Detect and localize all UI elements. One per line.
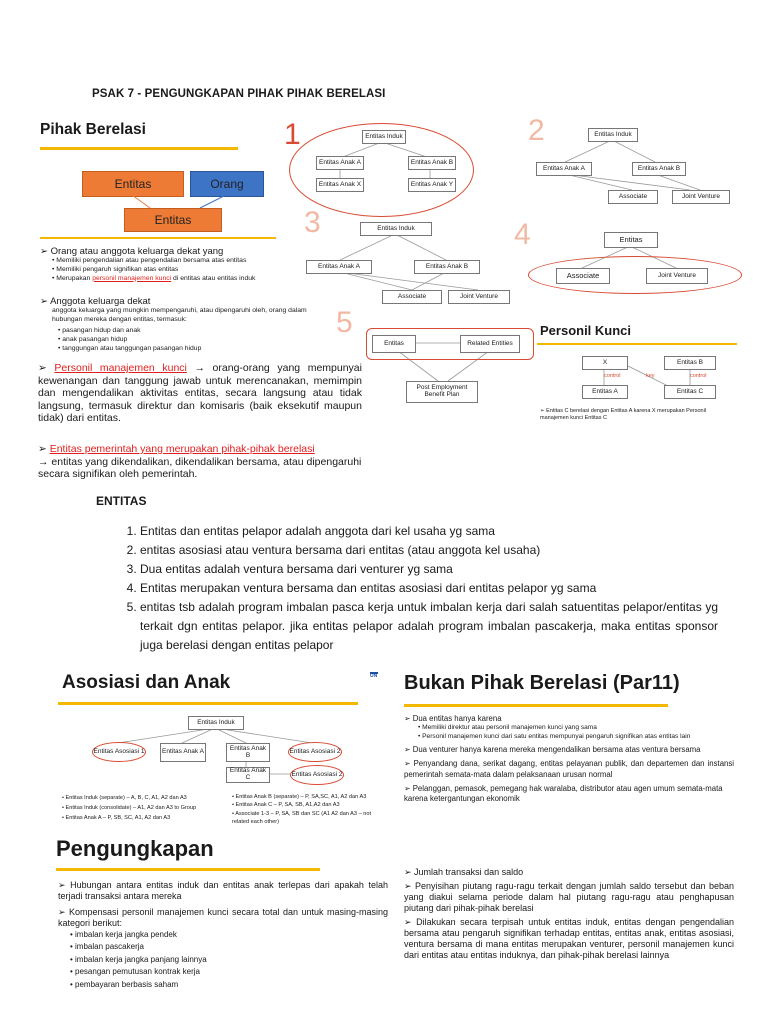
- d1-anak-x: Entitas Anak X: [316, 178, 364, 192]
- entitas-list-item: 2. entitas asosiasi atau ventura bersama dari entitas (atau anggota kel usaha): [140, 541, 718, 560]
- aa-left-notes: [62, 793, 232, 823]
- anggota-heading: ➢ Anggota keluarga dekat: [40, 296, 151, 307]
- aa-asosiasi-1: Entitas Asosiasi 1: [92, 742, 146, 762]
- page-title: PSAK 7 - PENGUNGKAPAN PIHAK PIHAK BERELASI: [92, 88, 386, 100]
- aa-note: • Entitas Induk (separate) – A, B, C, A1, A2 dan A3: [62, 795, 187, 801]
- bukan-item: ➢ Dua venturer hanya karena mereka mengendalikan bersama atas ventura bersama: [404, 745, 701, 755]
- entitas-box: Entitas: [82, 171, 184, 197]
- d2-jv: Joint Venture: [672, 190, 730, 204]
- orang-item: • Memiliki pengaruh signifikan atas entitas: [52, 265, 179, 273]
- peng-sub-item: • imbalan kerja jangka pendek: [70, 930, 177, 939]
- d4-entitas: Entitas: [604, 232, 658, 248]
- entitas-bottom-box: Entitas: [124, 208, 222, 232]
- anggota-item: • anak pasangan hidup: [58, 335, 128, 343]
- personil-kunci-heading: Personil Kunci: [540, 323, 632, 338]
- peng-sub-item: • imbalan kerja jangka panjang lainnya: [70, 954, 207, 964]
- peng-sub-item: • imbalan pascakerja: [70, 942, 144, 952]
- asosiasi-heading: Asosiasi dan Anak: [62, 672, 231, 693]
- aa-note: • Associate 1-3 – P, SA, SB dan SC (A1 A2 dan A3 – not related each other): [232, 810, 372, 826]
- d2-anak-b: Entitas Anak B: [632, 162, 686, 176]
- bukan-list: [404, 714, 734, 804]
- entitas-list-item: 4. Entitas merupakan ventura bersama dan entitas asosiasi dari entitas pelapor yg sama: [140, 579, 718, 598]
- bukan-underline: [404, 704, 668, 707]
- aa-anak-b: Entitas Anak B: [226, 743, 270, 762]
- pk-key: key: [646, 373, 655, 379]
- logo-fragment: UN: [370, 673, 378, 679]
- pihak-heading: Pihak Berelasi: [40, 121, 146, 138]
- pk-entitas-a: Entitas A: [582, 385, 628, 399]
- d5-entitas: Entitas: [372, 335, 416, 353]
- d3-anak-b: Entitas Anak B: [414, 260, 480, 274]
- d1-anak-b: Entitas Anak B: [408, 156, 456, 170]
- aa-induk: Entitas Induk: [188, 716, 244, 730]
- anggota-item: • tanggungan atau tanggungan pasangan hidup: [58, 344, 202, 352]
- aa-right-notes: [232, 793, 384, 827]
- peng-right-item: ➢ Dilakukan secara terpisah untuk entitas induk, entitas dengan pengendalian bersama atau pengaruh signifikan terhadap entitas, entitas anak, entitas asosiasi, ventura bersama di mana entitas merupakan venturer, personil manajemen kunci dari entitas atau entitas induknya, dan pihak-pihak berelasi lainnya: [404, 916, 734, 960]
- peng-sub-item: • pesangan pemutusan kontrak kerja: [70, 967, 200, 977]
- aa-note: • Entitas Anak A – P, SB, SC, A1, A2 dan A3: [62, 815, 171, 822]
- d3-jv: Joint Venture: [448, 290, 510, 304]
- d2-associate: Associate: [608, 190, 658, 204]
- bukan-sub-item: • Personil manajemen kunci dari satu entitas mempunyai pengaruh signifikan atas entitas lain: [418, 732, 691, 740]
- orang-item: • Merupakan personil manajemen kunci di entitas atau entitas induk: [52, 274, 256, 282]
- bukan-item: ➢ Pelanggan, pemasok, pemegang hak waralaba, distributor atau agen umum semata-mata karena ketergantungan ekonomik: [404, 783, 723, 803]
- orang-intro: ➢ Orang atau anggota keluarga dekat yang: [40, 246, 224, 257]
- d3-associate: Associate: [382, 290, 442, 304]
- aa-note: • Entitas Anak C – P, SA, SB, A1,A2 dan A3: [232, 802, 340, 809]
- peng-left-item: ➢ Kompensasi personil manajemen kunci secara total dan untuk masing-masing kategori berikut:: [58, 906, 389, 928]
- diagram-4-number: 4: [514, 218, 531, 251]
- d2-anak-a: Entitas Anak A: [536, 162, 592, 176]
- bukan-sub-list: [404, 724, 734, 741]
- pengungkapan-left: [58, 880, 388, 991]
- pk-control-1: control: [604, 373, 621, 379]
- aa-anak-c: Entitas Anak C: [226, 767, 270, 783]
- aa-note: • Entitas Induk (consolidate) – A1, A2 dan A3 to Group: [62, 805, 197, 812]
- entitas-list-item: 3. Dua entitas adalah ventura bersama dari venturer yg sama: [140, 560, 718, 579]
- diagram-3-number: 3: [304, 206, 321, 239]
- aa-anak-a: Entitas Anak A: [160, 743, 206, 762]
- d5-post-employment: Post Employment Benefit Plan: [406, 381, 478, 403]
- entitas-list-item: 5. entitas tsb adalah program imbalan pasca kerja untuk imbalan kerja dari salah satuentitas pelapor/entitas yg terkait dgn entitas pelapor. jika entitas pelapor adalah program imbalan pascakerja, maka entitas sponsor juga berelasi dengan entitas pelapor: [140, 598, 718, 655]
- peng-right-item: ➢ Jumlah transaksi dan saldo: [404, 867, 524, 877]
- d4-jv: Joint Venture: [646, 268, 708, 284]
- bukan-item: ➢ Dua entitas hanya karena: [404, 714, 502, 723]
- d1-anak-a: Entitas Anak A: [316, 156, 364, 170]
- bukan-heading: Bukan Pihak Berelasi (Par11): [404, 672, 680, 694]
- personil-paragraph: ➢ Personil manajemen kunci → orang-orang yang mempunyai kewenangan dan tanggung jawab untuk merencanakan, memimpin dan mengendalikan aktivitas entitas, secara langsung atau tidak langsung, termasuk direktur dan komisaris (baik eksekutif maupun tidak) dari entitas.: [38, 362, 362, 425]
- d3-anak-a: Entitas Anak A: [306, 260, 372, 274]
- diagram-1-number: 1: [284, 118, 301, 151]
- d1-induk: Entitas Induk: [362, 130, 406, 144]
- anggota-item: • pasangan hidup dan anak: [58, 327, 141, 334]
- pk-entitas-b: Entitas B: [664, 356, 716, 370]
- d2-induk: Entitas Induk: [588, 128, 638, 142]
- entitas-list-item: 1. Entitas dan entitas pelapor adalah anggota dari kel usaha yg sama: [140, 522, 718, 541]
- orang-box: Orang: [190, 171, 264, 197]
- aa-note: • Entitas Anak B (separate) – P, SA,SC, A1, A2 dan A3: [232, 794, 367, 800]
- pemerintah-paragraph: ➢ Entitas pemerintah yang merupakan pihak-pihak berelasi → entitas yang dikendalikan, dikendalikan bersama, atau dipengaruhi secara signifikan oleh pemerintah.: [38, 443, 362, 481]
- pengungkapan-heading: Pengungkapan: [56, 836, 214, 861]
- pk-x: X: [582, 356, 628, 370]
- entitas-heading: ENTITAS: [96, 494, 147, 508]
- peng-right-item: ➢ Penyisihan piutang ragu-ragu terkait dengan jumlah saldo tersebut dan beban yang diakui selama periode dalam hal piutang ragu-ragu atau penghapusan piutang dari pihak-pihak berelasi: [404, 880, 734, 913]
- d4-associate: Associate: [556, 268, 610, 284]
- d3-induk: Entitas Induk: [360, 222, 432, 236]
- pk-note: ➢ Entitas C berelasi dengan Entitas A karena X merupakan Personil manajemen kunci Entitas C: [540, 408, 707, 422]
- d5-related: Related Entities: [460, 335, 520, 353]
- diagram-5-number: 5: [336, 306, 353, 339]
- diagram-2-number: 2: [528, 114, 545, 147]
- bukan-sub-item: • Memiliki direktur atau personil manajemen kunci yang sama: [418, 724, 597, 732]
- peng-left-sublist: [58, 929, 388, 991]
- d1-anak-y: Entitas Anak Y: [408, 178, 456, 192]
- pengungkapan-right: [404, 867, 734, 961]
- aa-asosiasi-2b: Entitas Asosiasi 2: [290, 765, 344, 785]
- anggota-desc: anggota keluarga yang mungkin mempengaruhi, atau dipengaruhi oleh, orang dalam hubungan mereka dengan entitas, termasuk:: [52, 307, 307, 323]
- orang-item: • Memiliki pengendalian atau pengendalian bersama atas entitas: [52, 257, 247, 264]
- aa-asosiasi-2: Entitas Asosiasi 2: [288, 742, 342, 762]
- pk-control-2: control: [690, 373, 707, 379]
- pk-entitas-c: Entitas C: [664, 385, 716, 399]
- bukan-item: ➢ Penyandang dana, serikat dagang, entitas pelayanan publik, dan departemen dan instansi pemerintah semata-mata dalam pelaksanaan urusan normal: [404, 759, 734, 779]
- peng-sub-item: • pembayaran berbasis saham: [70, 979, 179, 989]
- peng-left-item: ➢ Hubungan antara entitas induk dan entitas anak terlepas dari apakah telah terjadi transaksi antara mereka: [58, 880, 388, 902]
- pengungkapan-underline: [56, 868, 320, 871]
